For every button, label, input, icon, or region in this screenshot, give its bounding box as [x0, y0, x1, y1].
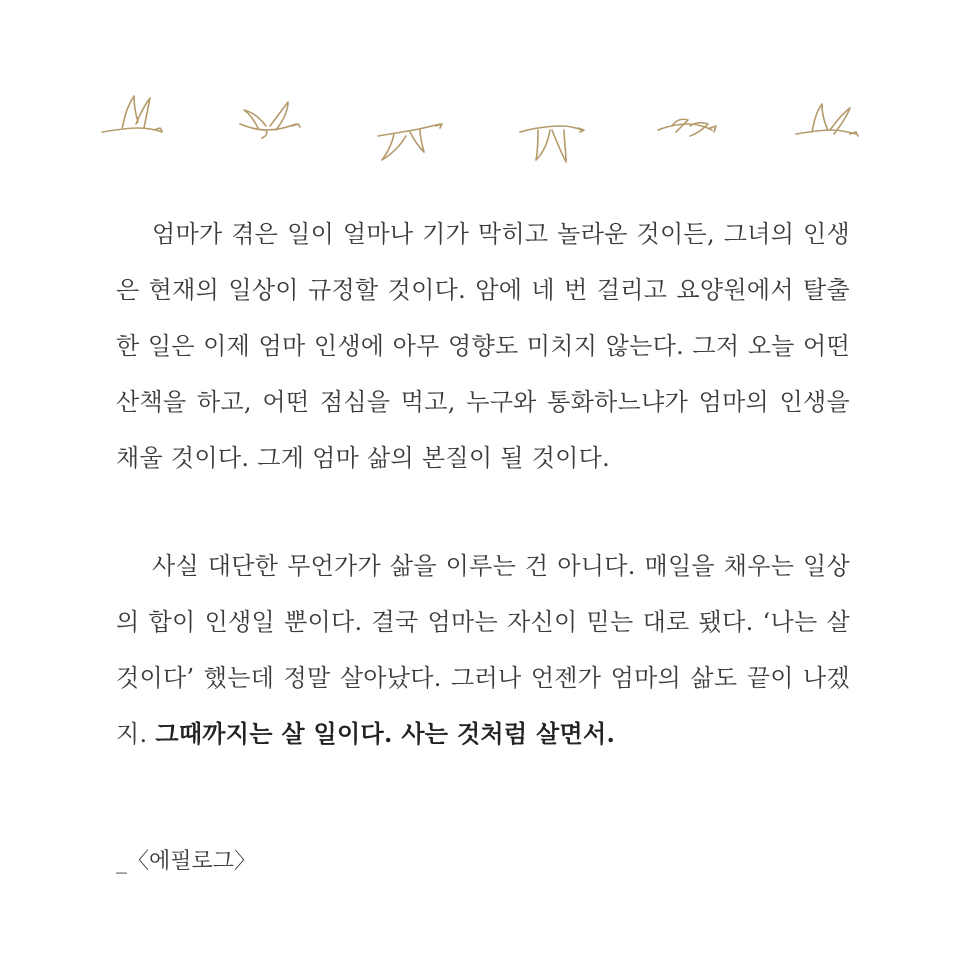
paragraph-1-text: 엄마가 겪은 일이 얼마나 기가 막히고 놀라운 것이든, 그녀의 인생은 현재의 일상이 규정할 것이다. 암에 네 번 걸리고 요양원에서 탈출한 일은 이제 엄마 인생에 아무 영향도 미치지 않는다. 그저 오늘 어떤 산책을 하고, 어떤 점심을 먹고, 누구와 통화하느냐가 엄마의 인생을 채울 것이다. 그게 엄마 삶의 본질이 될 것이다. [116, 220, 850, 472]
bird-illustration-row [96, 80, 866, 176]
bird-icon [516, 120, 586, 180]
epilogue-text [116, 206, 850, 762]
paragraph-1 [116, 206, 850, 486]
bird-icon [654, 112, 724, 172]
bird-icon [792, 96, 862, 156]
bird-icon [374, 116, 444, 176]
paragraph-2-text: 사실 대단한 무언가가 삶을 이루는 건 아니다. 매일을 채우는 일상의 합이 인생일 뿐이다. 결국 엄마는 자신이 믿는 대로 됐다. ‘나는 살 것이다’ 했는데 정말 살아났다. 그러나 언젠가 엄마의 삶도 끝이 나겠지. [116, 552, 850, 748]
bird-icon [236, 94, 306, 154]
bird-icon [100, 86, 170, 146]
paragraph-2 [116, 538, 850, 762]
source-label: _〈에필로그〉 [116, 849, 257, 874]
paragraph-2-emphasis: 그때까지는 살 일이다. 사는 것처럼 살면서. [155, 719, 616, 748]
